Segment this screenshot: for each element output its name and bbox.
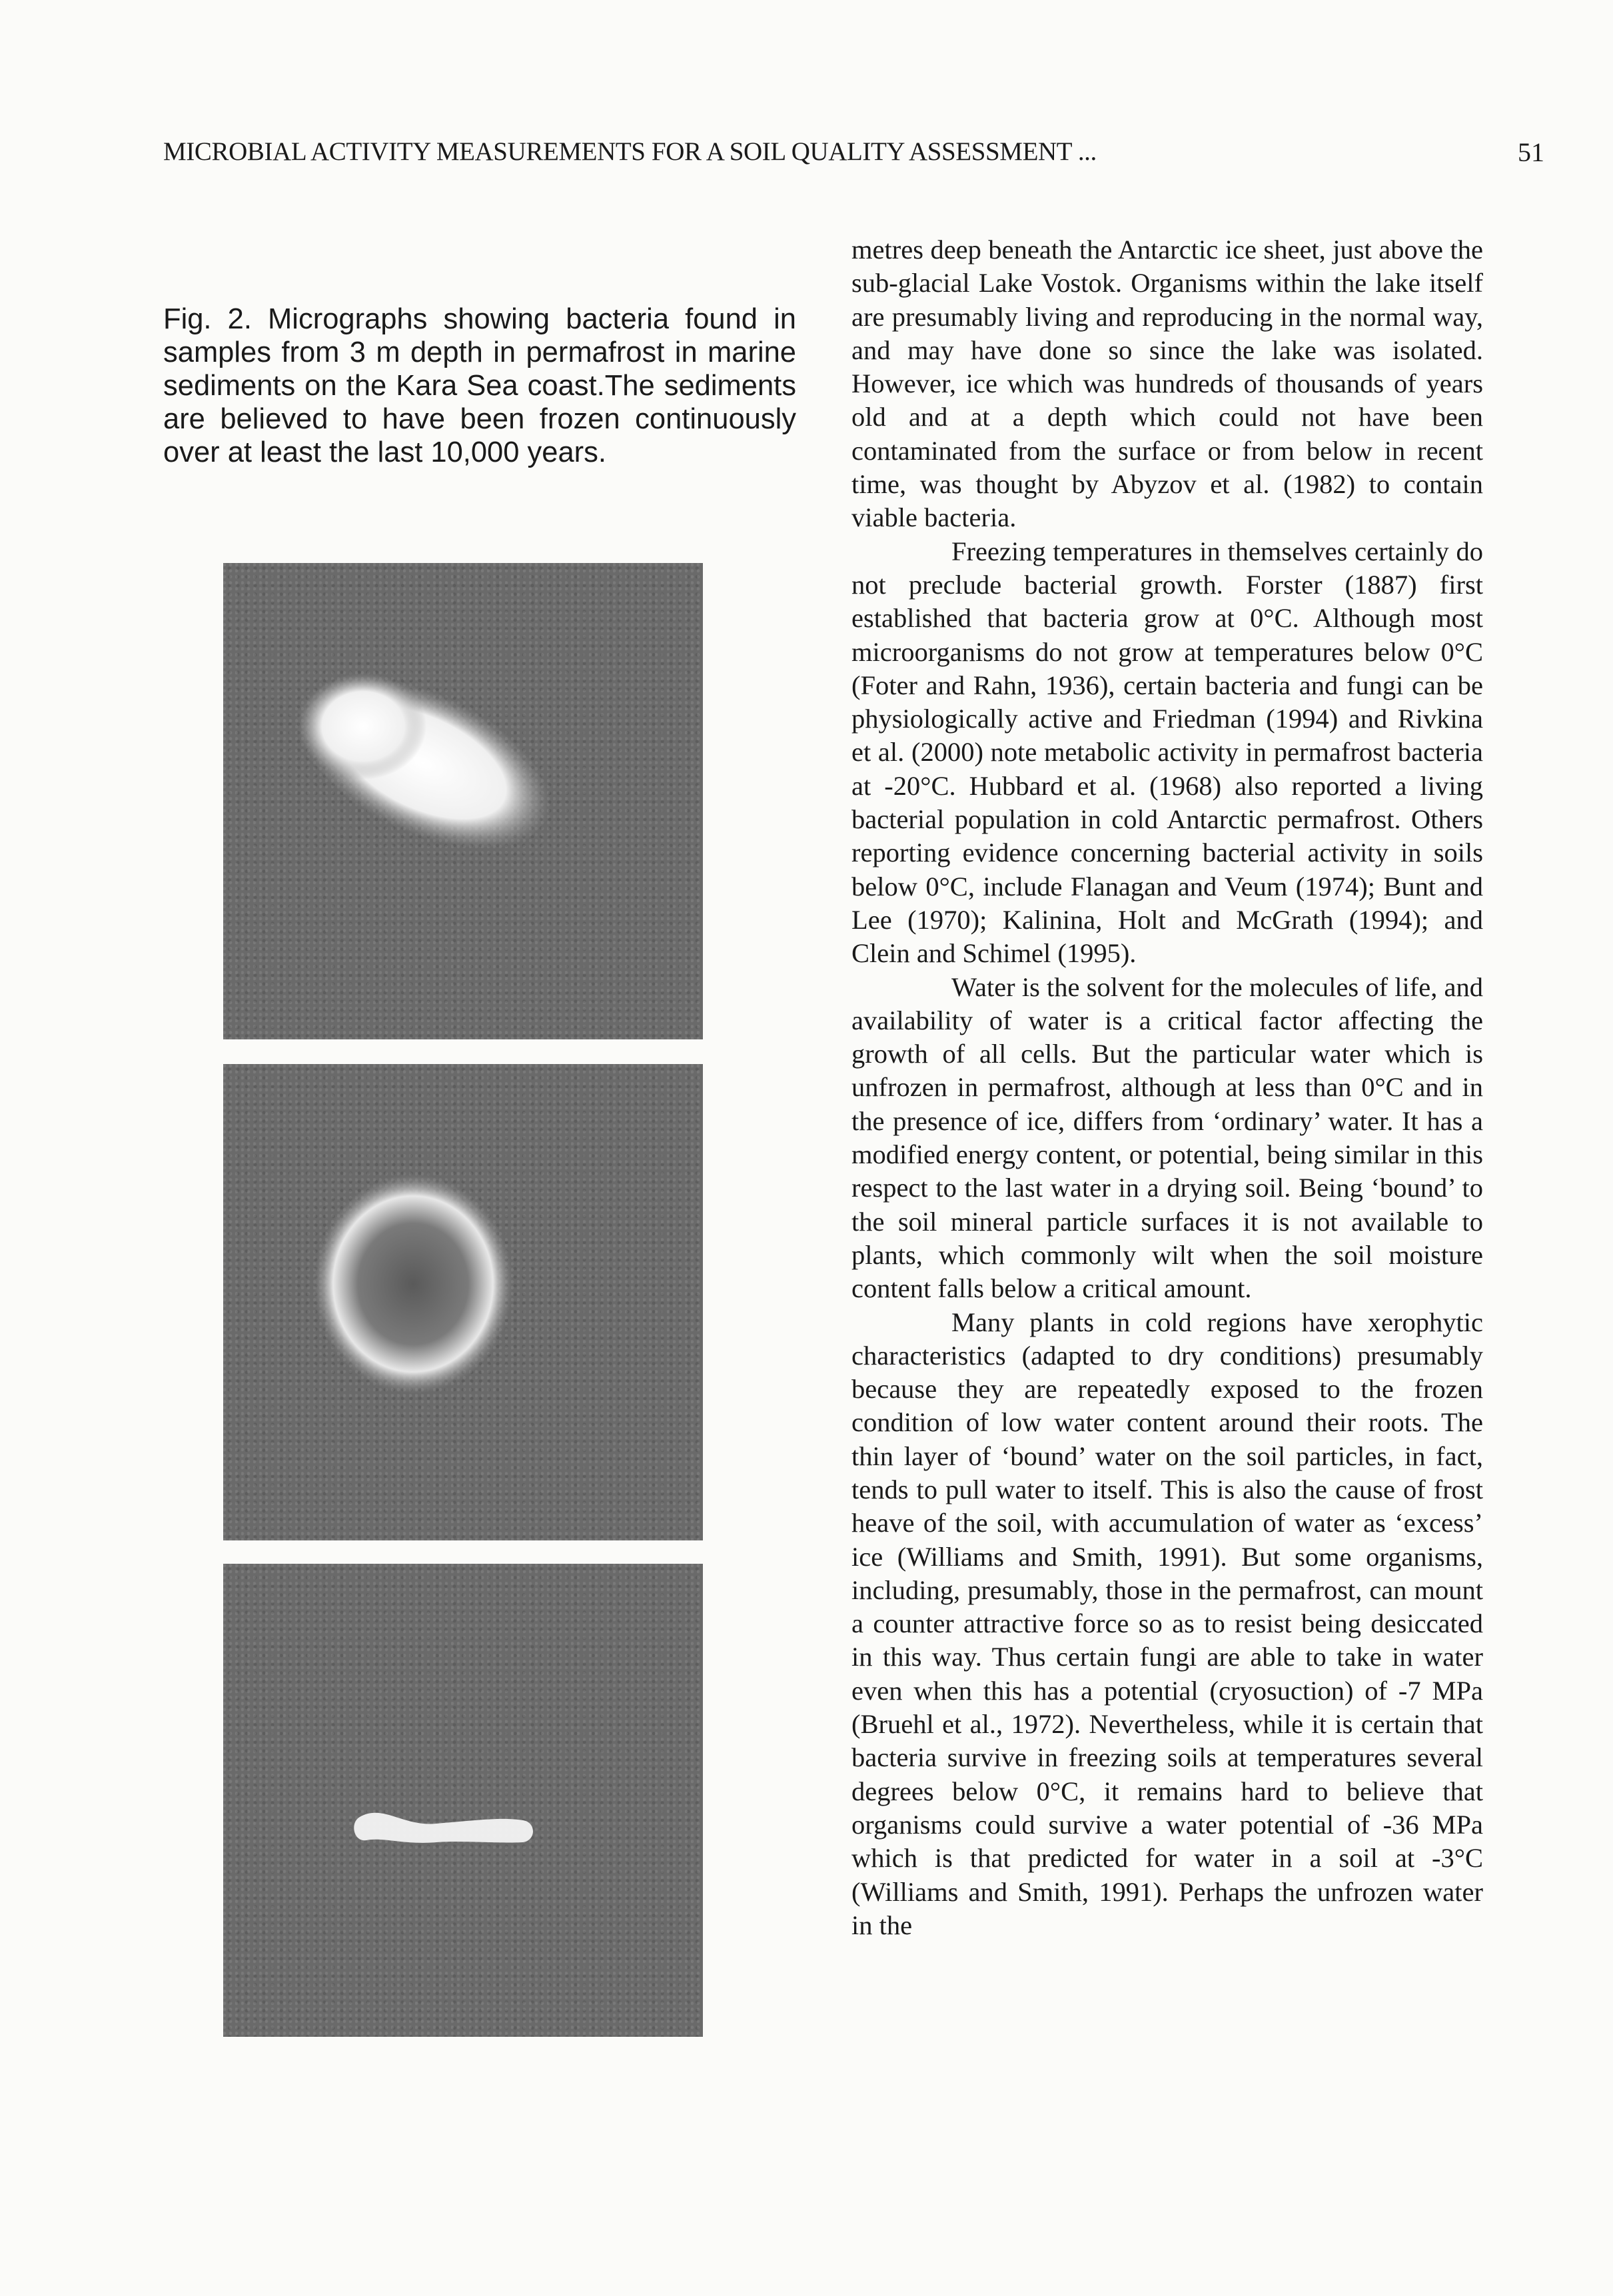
body-text-column [851, 233, 1483, 1942]
micrograph-filament-bacterium [223, 1564, 703, 2037]
figure-caption: Fig. 2. Micrographs showing bacteria found in samples from 3 m depth in permafrost in marine sediments on the Kara Sea coast.The sediments are believed to have been frozen continuously over at least the last 10,000 years. [163, 303, 796, 468]
page-number: 51 [1518, 137, 1544, 167]
body-paragraph: Many plants in cold regions have xerophytic characteristics (adapted to dry conditions) presumably because they are repeatedly exposed to the frozen condition of low water content around their roots. The thin layer of ‘bound’ water on the soil particles, in fact, tends to pull water to itself. This is also the cause of frost heave of the soil, with accumulation of water as ‘excess’ ice (Williams and Smith, 1991). But some organisms, including, presumably, those in the permafrost, can mount a counter attractive force so as to resist being desiccated in this way. Thus certain fungi are able to take in water even when this has a potential (cryosuction) of -7 MPa (Bruehl et al., 1972). Nevertheless, while it is certain that bacteria survive in freezing soils at temperatures several degrees below 0°C, it remains hard to believe that organisms could survive a water potential of -36 MPa which is that predicted for water in a soil at -3°C (Williams and Smith, 1991). Perhaps the unfrozen water in the [851, 1307, 1483, 1940]
micrograph-rod-bacterium [223, 563, 703, 1039]
body-paragraph: Freezing temperatures in themselves certainly do not preclude bacterial growth. Forster (1887) first established that bacteria grow at 0°C. Although most microorganisms do not grow at temperatures below 0°C (Foter and Rahn, 1936), certain bacteria and fungi can be physiologically active and Friedman (1994) and Rivkina et al. (2000) note metabolic activity in permafrost bacteria at -20°C. Hubbard et al. (1968) also reported a living bacterial population in cold Antarctic permafrost. Others reporting evidence concerning bacterial activity in soils below 0°C, include Flanagan and Veum (1974); Bunt and Lee (1970); Kalinina, Holt and McGrath (1994); and Clein and Schimel (1995). [851, 536, 1483, 969]
body-paragraph: Water is the solvent for the molecules of life, and availability of water is a critical factor affecting the growth of all cells. But the particular water which is unfrozen in permafrost, although at less than 0°C and in the presence of ice, differs from ‘ordinary’ water. It has a modified energy content, or potential, being similar in this respect to the last water in a drying soil. Being ‘bound’ to the soil mineral particle surfaces it is not available to plants, which commonly wilt when the soil moisture content falls below a critical amount. [851, 971, 1483, 1304]
running-header: MICROBIAL ACTIVITY MEASUREMENTS FOR A SOIL QUALITY ASSESSMENT ... [163, 137, 1097, 166]
body-paragraph: metres deep beneath the Antarctic ice sheet, just above the sub-glacial Lake Vostok. Organisms within the lake itself are presumably living and reproducing in the normal way, and may have done so since the lake was isolated. However, ice which was hundreds of thousands of years old and at a depth which could not have been contaminated from the surface or from below in recent time, was thought by Abyzov et al. (1982) to contain viable bacteria. [851, 235, 1483, 533]
micrograph-coccus-bacterium [223, 1064, 703, 1540]
